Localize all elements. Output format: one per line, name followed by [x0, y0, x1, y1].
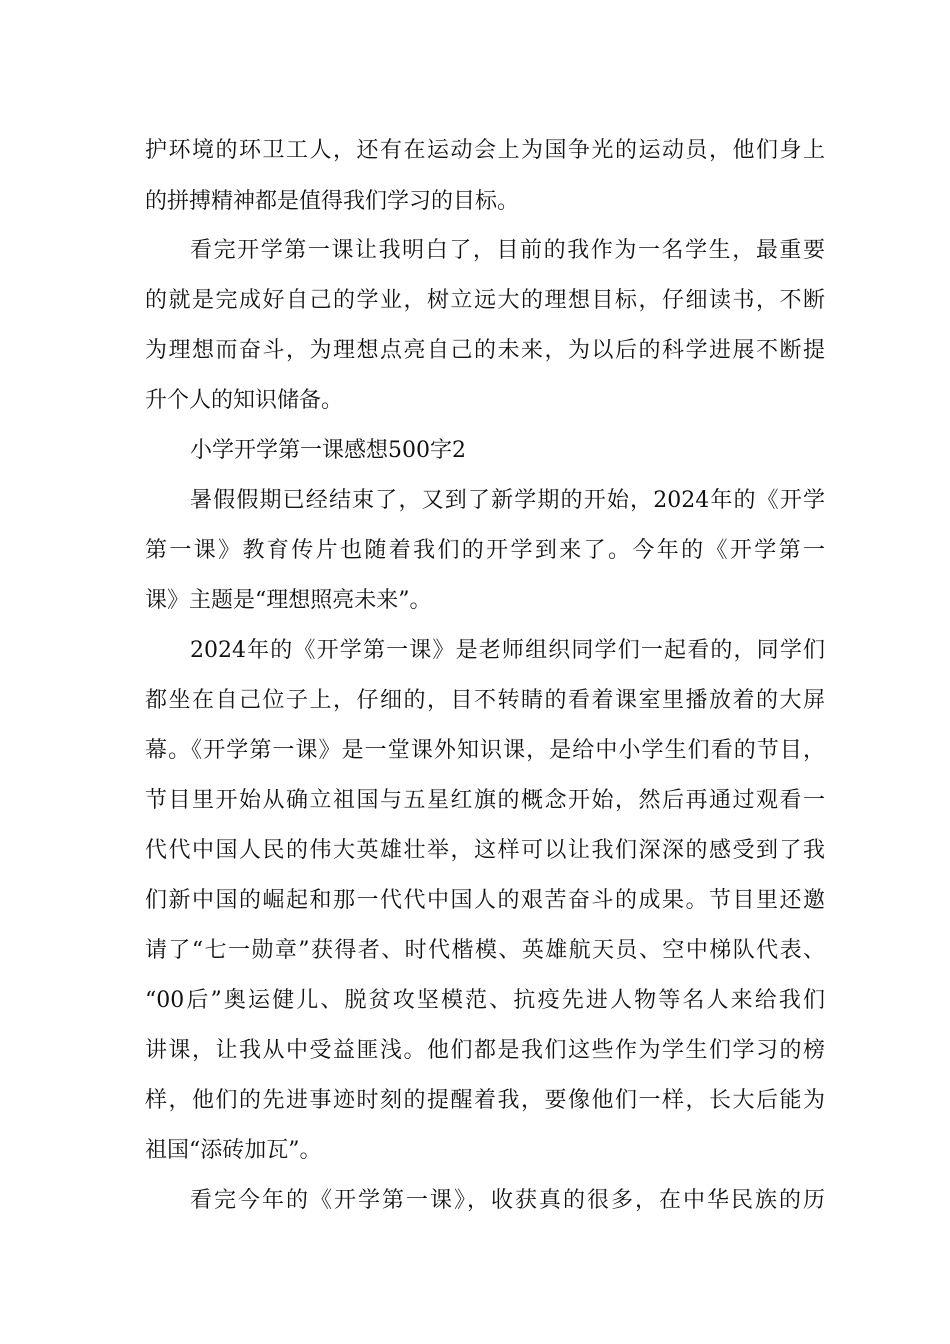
text-line: 第一课》教育传片也随着我们的开学到来了。今年的《开学第一 [145, 538, 825, 563]
text-line: 的拼搏精神都是值得我们学习的目标。 [145, 189, 520, 214]
text-line: 样，他们的先进事迹时刻的提醒着我，要像他们一样，长大后能为 [145, 1088, 825, 1113]
text-line: 课》主题是“理想照亮未来”。 [145, 588, 432, 613]
paragraph-first-line: 看完今年的《开学第一课》，收获真的很多，在中华民族的历 [190, 1188, 825, 1213]
text-line: 护环境的环卫工人，还有在运动会上为国争光的运动员，他们身上 [145, 138, 825, 163]
text-line: 的就是完成好自己的学业，树立远大的理想目标，仔细读书，不断 [145, 288, 825, 313]
text-line: 节目里开始从确立祖国与五星红旗的概念开始，然后再通过观看一 [145, 788, 825, 813]
section-heading: 小学开学第一课感想500字2 [190, 438, 466, 463]
text-line: “00后”奥运健儿、脱贫攻坚模范、抗疫先进人物等名人来给我们 [145, 988, 825, 1013]
text-line: 升个人的知识储备。 [145, 388, 344, 413]
paragraph-first-line: 2024年的《开学第一课》是老师组织同学们一起看的，同学们 [190, 638, 825, 663]
paragraph-first-line: 暑假假期已经结束了，又到了新学期的开始，2024年的《开学 [190, 488, 825, 513]
text-line: 请了“七一勋章”获得者、时代楷模、英雄航天员、空中梯队代表、 [145, 938, 825, 963]
text-line: 幕。《开学第一课》是一堂课外知识课，是给中小学生们看的节目， [145, 738, 825, 763]
text-line: 代代中国人民的伟大英雄壮举，这样可以让我们深深的感受到了我 [145, 838, 825, 863]
text-line: 为理想而奋斗，为理想点亮自己的未来，为以后的科学进展不断提 [145, 338, 825, 363]
paragraph-first-line: 看完开学第一课让我明白了，目前的我作为一名学生，最重要 [190, 238, 825, 263]
text-line: 都坐在自己位子上，仔细的，目不转睛的看着课室里播放着的大屏 [145, 688, 825, 713]
text-line: 祖国“添砖加瓦”。 [145, 1138, 322, 1163]
text-line: 讲课，让我从中受益匪浅。他们都是我们这些作为学生们学习的榜 [145, 1038, 825, 1063]
text-line: 们新中国的崛起和那一代代中国人的艰苦奋斗的成果。节目里还邀 [145, 888, 825, 913]
